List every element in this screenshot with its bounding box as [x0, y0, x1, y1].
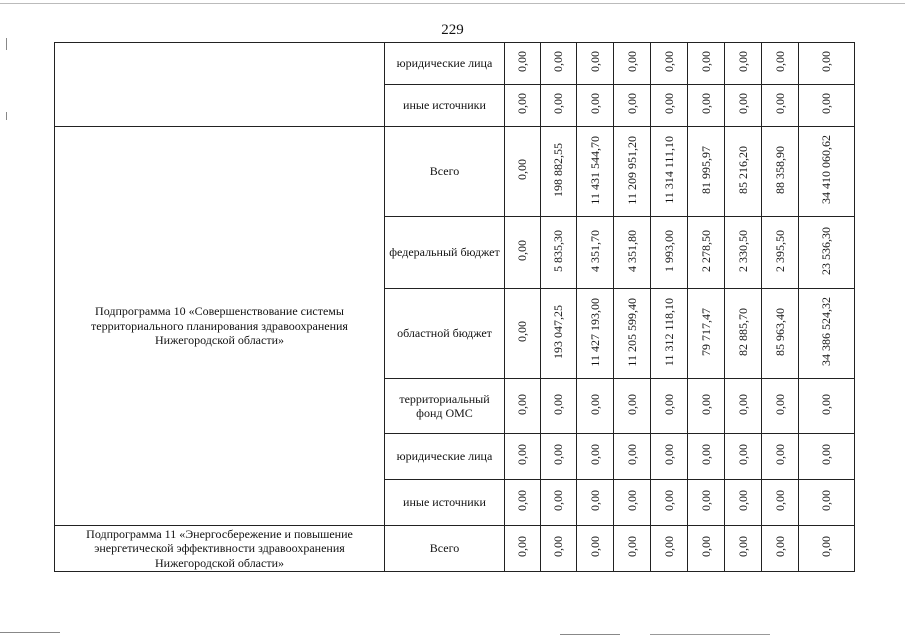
value-text: 0,00 — [735, 444, 750, 466]
value-cell — [688, 85, 725, 127]
value-cell — [541, 43, 577, 85]
value-cell — [688, 526, 725, 572]
value-cell — [762, 289, 799, 379]
value-cell — [541, 434, 577, 480]
value-cell — [799, 217, 855, 289]
value-cell — [651, 480, 688, 526]
value-cell — [725, 434, 762, 480]
funding-source-cell: иные источники — [385, 85, 505, 127]
value-text: 0,00 — [698, 51, 713, 73]
value-text: 0,00 — [661, 444, 676, 466]
value-cell — [688, 289, 725, 379]
value-cell — [505, 43, 541, 85]
value-text: 0,00 — [735, 490, 750, 512]
value-cell — [505, 217, 541, 289]
value-text: 4 351,80 — [624, 229, 639, 272]
value-cell — [688, 434, 725, 480]
value-cell — [577, 85, 614, 127]
value-cell — [577, 480, 614, 526]
value-text: 0,00 — [515, 93, 530, 115]
value-cell — [577, 217, 614, 289]
value-text: 2 330,50 — [735, 229, 750, 272]
value-cell — [541, 127, 577, 217]
value-text: 88 358,90 — [772, 145, 787, 194]
value-text: 0,00 — [587, 51, 602, 73]
value-text: 85 216,20 — [735, 145, 750, 194]
value-text: 0,00 — [735, 51, 750, 73]
value-cell — [577, 289, 614, 379]
value-cell — [577, 43, 614, 85]
value-text: 0,00 — [515, 159, 530, 181]
value-cell — [762, 127, 799, 217]
value-text: 0,00 — [587, 490, 602, 512]
value-cell — [505, 85, 541, 127]
value-text: 0,00 — [661, 393, 676, 415]
funding-source-cell: иные источники — [385, 480, 505, 526]
value-text: 4 351,70 — [587, 229, 602, 272]
value-cell — [799, 43, 855, 85]
value-text: 0,00 — [624, 393, 639, 415]
value-cell — [725, 85, 762, 127]
table-row — [55, 526, 855, 572]
value-cell — [725, 379, 762, 434]
value-text: 0,00 — [772, 51, 787, 73]
program-name-cell — [55, 43, 385, 127]
value-text: 0,00 — [624, 444, 639, 466]
value-text: 34 386 524,32 — [819, 297, 834, 367]
value-cell — [614, 289, 651, 379]
value-text: 82 885,70 — [735, 307, 750, 356]
value-cell — [688, 127, 725, 217]
value-text: 0,00 — [551, 490, 566, 512]
page-number: 229 — [441, 22, 464, 38]
value-cell — [725, 217, 762, 289]
value-cell — [762, 43, 799, 85]
value-text: 11 314 111,10 — [661, 135, 676, 204]
value-cell — [505, 289, 541, 379]
funding-source-cell: федеральный бюджет — [385, 217, 505, 289]
value-text: 1 993,00 — [661, 229, 676, 272]
value-cell — [762, 217, 799, 289]
value-text: 0,00 — [515, 240, 530, 262]
value-text: 0,00 — [515, 536, 530, 558]
value-cell — [505, 480, 541, 526]
value-text: 0,00 — [772, 393, 787, 415]
value-cell — [577, 379, 614, 434]
value-text: 0,00 — [551, 536, 566, 558]
value-cell — [688, 480, 725, 526]
value-cell — [541, 526, 577, 572]
value-cell — [577, 127, 614, 217]
value-text: 0,00 — [819, 93, 834, 115]
value-text: 85 963,40 — [772, 307, 787, 356]
value-text: 198 882,55 — [551, 142, 566, 197]
value-cell — [505, 434, 541, 480]
value-text: 0,00 — [819, 536, 834, 558]
value-cell — [725, 289, 762, 379]
value-text: 0,00 — [587, 536, 602, 558]
value-text: 0,00 — [698, 93, 713, 115]
value-text: 0,00 — [551, 444, 566, 466]
value-cell — [762, 434, 799, 480]
value-text: 0,00 — [661, 93, 676, 115]
value-text: 0,00 — [819, 444, 834, 466]
value-text: 79 717,47 — [698, 307, 713, 356]
value-text: 0,00 — [735, 536, 750, 558]
value-text: 0,00 — [515, 51, 530, 73]
program-name-cell: Подпрограмма 11 «Энергосбережение и повышение энергетической эффективности здравоохранения Нижегородской области» — [55, 526, 385, 572]
value-cell — [799, 85, 855, 127]
value-text: 0,00 — [515, 490, 530, 512]
value-text: 0,00 — [515, 393, 530, 415]
budget-table — [54, 42, 855, 572]
value-cell — [505, 526, 541, 572]
table-row — [55, 43, 855, 85]
value-cell — [799, 379, 855, 434]
value-text: 0,00 — [624, 51, 639, 73]
value-cell — [799, 127, 855, 217]
value-cell — [762, 85, 799, 127]
value-cell — [799, 480, 855, 526]
value-text: 0,00 — [661, 51, 676, 73]
value-text: 2 395,50 — [772, 229, 787, 272]
value-cell — [541, 480, 577, 526]
value-text: 0,00 — [819, 51, 834, 73]
value-cell — [505, 379, 541, 434]
value-cell — [651, 43, 688, 85]
value-cell — [725, 480, 762, 526]
value-text: 23 536,30 — [819, 226, 834, 275]
value-text: 11 427 193,00 — [587, 297, 602, 367]
value-text: 2 278,50 — [698, 229, 713, 272]
value-cell — [651, 217, 688, 289]
value-cell — [541, 85, 577, 127]
value-cell — [614, 85, 651, 127]
value-text: 0,00 — [551, 51, 566, 73]
funding-source-cell: юридические лица — [385, 43, 505, 85]
funding-source-cell: территориальный фонд ОМС — [385, 379, 505, 434]
value-cell — [614, 526, 651, 572]
value-cell — [799, 526, 855, 572]
value-cell — [762, 480, 799, 526]
value-cell — [725, 43, 762, 85]
value-text: 193 047,25 — [551, 304, 566, 359]
value-cell — [762, 379, 799, 434]
value-text: 0,00 — [624, 93, 639, 115]
value-cell — [541, 289, 577, 379]
value-text: 0,00 — [515, 444, 530, 466]
value-cell — [799, 434, 855, 480]
value-text: 0,00 — [624, 536, 639, 558]
value-text: 0,00 — [772, 536, 787, 558]
value-cell — [577, 526, 614, 572]
funding-source-cell: юридические лица — [385, 434, 505, 480]
value-text: 0,00 — [735, 93, 750, 115]
value-text: 0,00 — [698, 393, 713, 415]
value-cell — [505, 127, 541, 217]
value-cell — [651, 526, 688, 572]
value-cell — [577, 434, 614, 480]
value-text: 0,00 — [772, 93, 787, 115]
value-cell — [725, 127, 762, 217]
value-cell — [614, 480, 651, 526]
value-text: 0,00 — [772, 490, 787, 512]
value-cell — [725, 526, 762, 572]
value-text: 0,00 — [661, 490, 676, 512]
value-cell — [614, 217, 651, 289]
value-text: 0,00 — [772, 444, 787, 466]
value-cell — [541, 217, 577, 289]
value-text: 0,00 — [551, 393, 566, 415]
value-cell — [688, 379, 725, 434]
value-cell — [614, 379, 651, 434]
value-text: 0,00 — [735, 393, 750, 415]
value-cell — [651, 289, 688, 379]
value-text: 0,00 — [624, 490, 639, 512]
value-text: 0,00 — [698, 536, 713, 558]
value-text: 0,00 — [587, 444, 602, 466]
value-cell — [799, 289, 855, 379]
value-text: 11 431 544,70 — [587, 135, 602, 205]
table-row — [55, 127, 855, 217]
value-text: 0,00 — [698, 444, 713, 466]
value-text: 11 312 118,10 — [661, 297, 676, 366]
value-cell — [614, 434, 651, 480]
value-text: 0,00 — [661, 536, 676, 558]
value-text: 0,00 — [819, 490, 834, 512]
funding-source-cell: Всего — [385, 526, 505, 572]
value-text: 34 410 060,62 — [819, 135, 834, 205]
value-cell — [614, 43, 651, 85]
value-cell — [614, 127, 651, 217]
value-cell — [688, 43, 725, 85]
value-text: 5 835,30 — [551, 229, 566, 272]
value-text: 0,00 — [819, 393, 834, 415]
value-text: 0,00 — [587, 93, 602, 115]
value-text: 0,00 — [587, 393, 602, 415]
value-cell — [651, 434, 688, 480]
value-cell — [688, 217, 725, 289]
value-text: 11 205 599,40 — [624, 297, 639, 367]
value-text: 0,00 — [698, 490, 713, 512]
value-cell — [651, 379, 688, 434]
value-text: 0,00 — [551, 93, 566, 115]
funding-source-cell: областной бюджет — [385, 289, 505, 379]
value-text: 81 995,97 — [698, 145, 713, 194]
value-text: 11 209 951,20 — [624, 135, 639, 205]
value-cell — [541, 379, 577, 434]
value-text: 0,00 — [515, 321, 530, 343]
funding-source-cell: Всего — [385, 127, 505, 217]
program-name-cell: Подпрограмма 10 «Совершенствование системы территориального планирования здравоохранения Нижегородской области» — [55, 127, 385, 526]
value-cell — [762, 526, 799, 572]
value-cell — [651, 85, 688, 127]
value-cell — [651, 127, 688, 217]
